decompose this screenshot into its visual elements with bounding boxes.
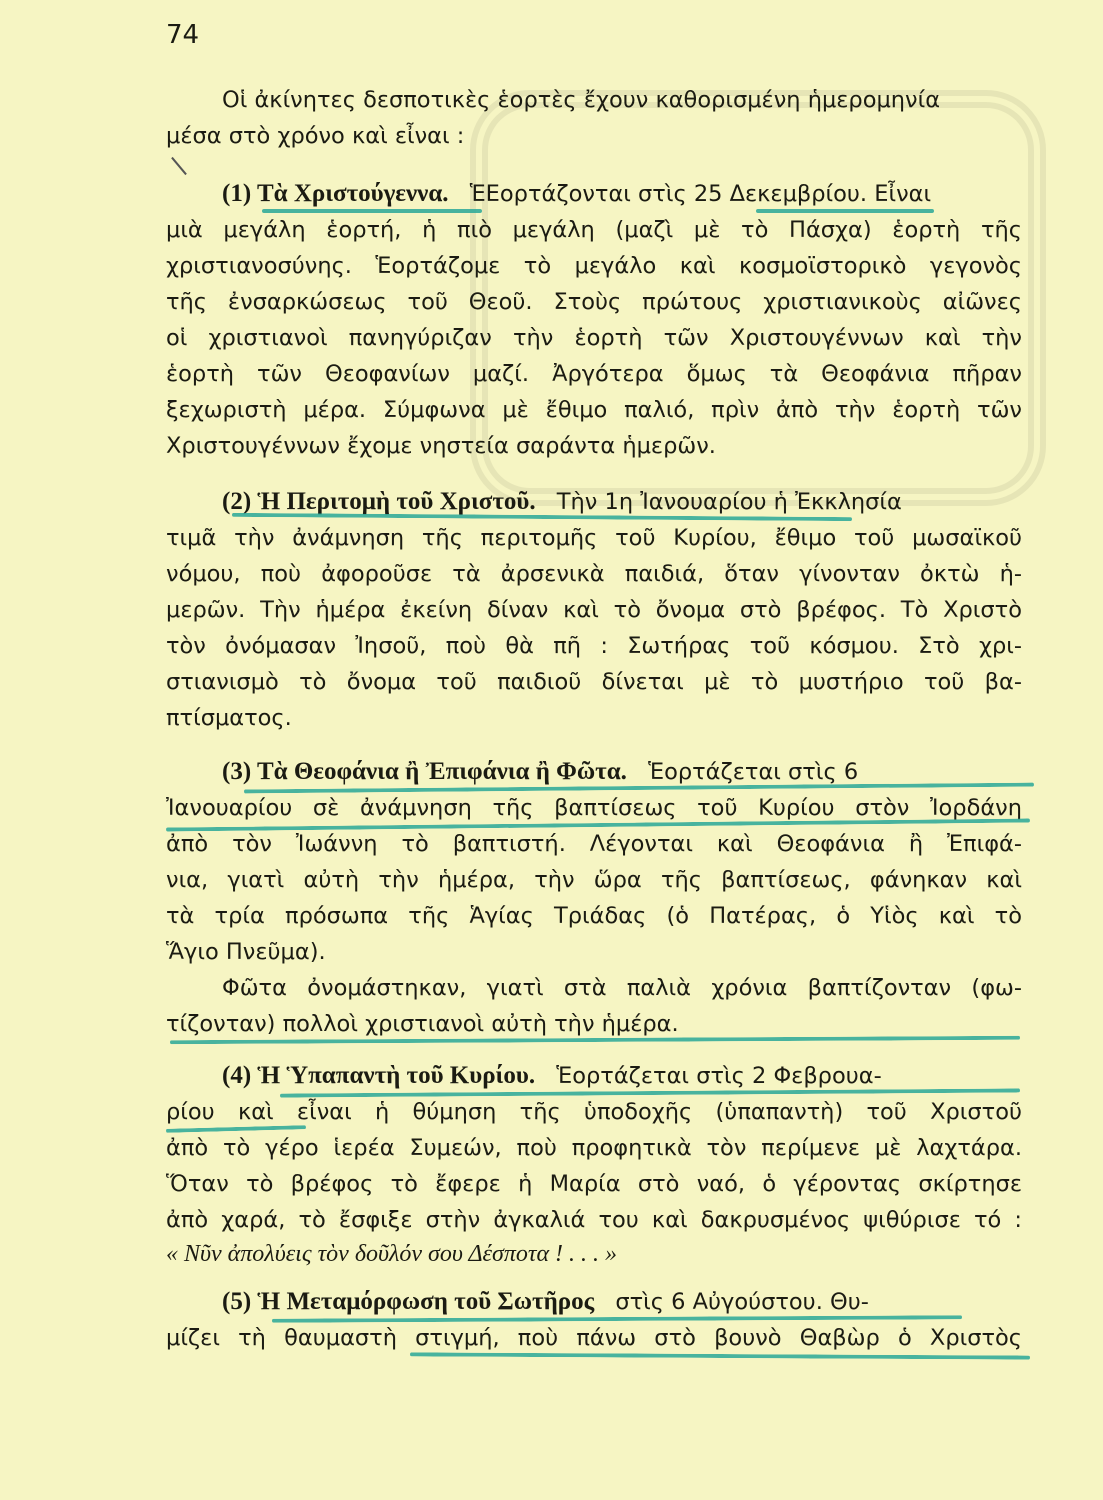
text-line: οἱ χριστιανοὶ πανηγύριζαν τὴν ἑορτὴ τῶν Χριστουγέννων καὶ τὴν xyxy=(166,325,1022,351)
text-line: ἀπὸ τὸ γέρο ἱερέα Συμεών, ποὺ προφητικὰ τὸν περίμενε μὲ λαχτάρα. xyxy=(166,1135,1022,1161)
text-span: Ἑορτάζεται στὶς 2 Φεβρουα- xyxy=(556,1063,882,1089)
text-line: ρίου καὶ εἶναι ἡ θύμηση τῆς ὑποδοχῆς (ὑπαπαντὴ) τοῦ Χριστοῦ xyxy=(166,1099,1022,1125)
text-line: τίζονταν) πολλοὶ χριστιανοὶ αὐτὴ τὴν ἡμέρα. xyxy=(166,1011,679,1037)
text-span: στὶς 6 Αὐγούστου. Θυ- xyxy=(615,1289,869,1315)
text-line: μίζει τὴ θαυμαστὴ στιγμή, ποὺ πάνω στὸ βουνὸ Θαβὼρ ὁ Χριστὸς xyxy=(166,1325,1022,1351)
text-line: ἀπὸ τὸν Ἰωάννη τὸ βαπτιστή. Λέγονται καὶ Θεοφάνια ἢ Ἐπιφά- xyxy=(166,831,1022,857)
section-heading: (5) Ἡ Μεταμόρφωση τοῦ Σωτῆρος xyxy=(222,1288,595,1315)
text-line: τιμᾶ τὴν ἀνάμνηση τῆς περιτομῆς τοῦ Κυρίου, ἔθιμο τοῦ μωσαϊκοῦ xyxy=(166,525,1022,551)
text-line: τὸν ὀνόμασαν Ἰησοῦ, ποὺ θὰ πῆ : Σωτήρας τοῦ κόσμου. Στὸ χρι- xyxy=(166,633,1022,659)
section-heading: (4) Ἡ Ὑπαπαντὴ τοῦ Κυρίου. xyxy=(222,1062,536,1089)
section-heading: (1) Τὰ Χριστούγεννα. xyxy=(222,180,449,207)
text-span: ἙΕορτάζονται στὶς 25 Δεκεμβρίου. Εἶναι xyxy=(469,181,932,207)
text-line: Ὅταν τὸ βρέφος τὸ ἔφερε ἡ Μαρία στὸ ναό, ὁ γέροντας σκίρτησε xyxy=(166,1171,1022,1197)
text-line: τὰ τρία πρόσωπα τῆς Ἁγίας Τριάδας (ὁ Πατέρας, ὁ Υἱὸς καὶ τὸ xyxy=(166,903,1022,929)
text-line: ἀπὸ χαρά, τὸ ἔσφιξε στὴν ἀγκαλιά του καὶ δακρυσμένος ψιθύρισε τό : xyxy=(166,1207,1022,1233)
text-line: Ἅγιο Πνεῦμα). xyxy=(166,939,326,965)
text-line: Οἱ ἀκίνητες δεσποτικὲς ἑορτὲς ἔχουν καθορισμένη ἡμερομηνία xyxy=(222,87,941,113)
text-span: Τὴν 1η Ἰανουαρίου ἡ Ἐκκλησία xyxy=(556,489,902,515)
quote-line: « Νῦν ἀπολύεις τὸν δοῦλόν σου Δέσποτα ! . . . » xyxy=(166,1241,618,1267)
page-number: 74 xyxy=(166,20,200,50)
text-line: τῆς ἐνσαρκώσεως τοῦ Θεοῦ. Στοὺς πρώτους χριστιανικοὺς αἰῶνες xyxy=(166,289,1022,315)
text-line: νια, γιατὶ αὐτὴ τὴν ἡμέρα, τὴν ὥρα τῆς βαπτίσεως, φάνηκαν καὶ xyxy=(166,867,1022,893)
text-span: Ἑορτάζεται στὶς 6 xyxy=(648,759,859,785)
text-line: μερῶν. Τὴν ἡμέρα ἐκείνη δίναν καὶ τὸ ὄνομα στὸ βρέφος. Τὸ Χριστὸ xyxy=(166,597,1022,623)
text-line: πτίσματος. xyxy=(166,705,292,731)
text-line: Ἰανουαρίου σὲ ἀνάμνηση τῆς βαπτίσεως τοῦ Κυρίου στὸν Ἰορδάνη xyxy=(166,795,1022,821)
highlight-mark xyxy=(262,209,482,213)
highlight-mark xyxy=(756,209,934,213)
text-line: μέσα στὸ χρόνο καὶ εἶναι : xyxy=(166,123,465,149)
text-line: στιανισμὸ τὸ ὄνομα τοῦ παιδιοῦ δίνεται μὲ τὸ μυστήριο τοῦ βα- xyxy=(166,669,1022,695)
text-line: χριστιανοσύνης. Ἑορτάζομε τὸ μεγάλο καὶ κοσμοϊστορικὸ γεγονὸς xyxy=(166,253,1022,279)
section-heading: (2) Ἡ Περιτομὴ τοῦ Χριστοῦ. xyxy=(222,488,536,515)
text-line: ξεχωριστὴ μέρα. Σύμφωνα μὲ ἔθιμο παλιό, πρὶν ἀπὸ τὴν ἑορτὴ τῶν xyxy=(166,397,1022,423)
text-line: ἑορτὴ τῶν Θεοφανίων μαζί. Ἀργότερα ὅμως τὰ Θεοφάνια πῆραν xyxy=(166,361,1022,387)
text-line: Φῶτα ὀνομάστηκαν, γιατὶ στὰ παλιὰ χρόνια βαπτίζονταν (φω- xyxy=(222,975,1022,1001)
pen-mark xyxy=(171,157,187,175)
text-line: Χριστουγέννων ἔχομε νηστεία σαράντα ἡμερῶν. xyxy=(166,433,716,459)
section-1-line xyxy=(222,176,1022,212)
section-heading: (3) Τὰ Θεοφάνια ἢ Ἐπιφάνια ἢ Φῶτα. xyxy=(222,758,627,785)
text-line: μιὰ μεγάλη ἑορτή, ἡ πιὸ μεγάλη (μαζὶ μὲ τὸ Πάσχα) ἑορτὴ τῆς xyxy=(166,217,1022,243)
text-line: νόμου, ποὺ ἀφοροῦσε τὰ ἀρσενικὰ παιδιά, ὅταν γίνονταν ὀκτὼ ἡ- xyxy=(166,561,1022,587)
